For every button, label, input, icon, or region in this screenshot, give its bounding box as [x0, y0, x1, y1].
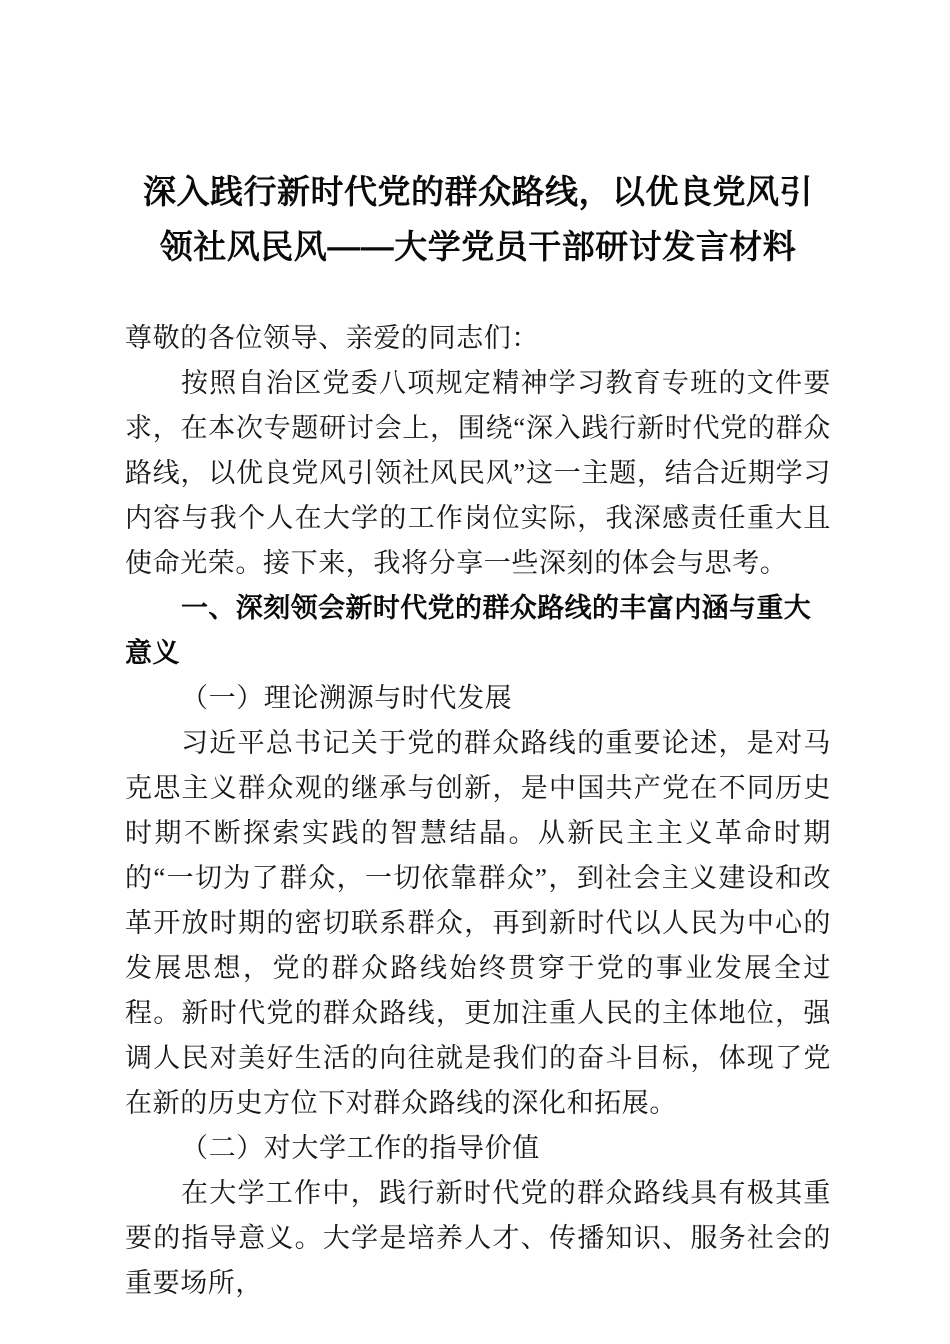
page-title — [125, 0, 831, 274]
page-title-line-1: 深入践行新时代党的群众路线，以优良党风引 — [143, 173, 813, 210]
heading-section-one: 一、深刻领会新时代党的群众路线的丰富内涵与重大意义 — [125, 593, 812, 668]
paragraph-university-guidance: 在大学工作中，践行新时代党的群众路线具有极其重要的指导意义。大学是培养人才、传播知识、服务社会的重要场所， — [125, 1178, 831, 1298]
heading-subsection-one-1: （一）理论溯源与时代发展 — [181, 683, 513, 713]
opening-paragraph: 按照自治区党委八项规定精神学习教育专班的文件要求，在本次专题研讨会上，围绕“深入践行新时代党的群众路线，以优良党风引领社风民风”这一主题，结合近期学习内容与我个人在大学的工作岗位实际，我深感责任重大且使命光荣。接下来，我将分享一些深刻的体会与思考。 — [125, 368, 831, 578]
document-body — [125, 0, 831, 1306]
paragraph-theory-origin: 习近平总书记关于党的群众路线的重要论述，是对马克思主义群众观的继承与创新，是中国共产党在不同历史时期不断探索实践的智慧结晶。从新民主主义革命时期的“一切为了群众，一切依靠群众”，到社会主义建设和改革开放时期的密切联系群众，再到新时代以人民为中心的发展思想，党的群众路线始终贯穿于党的事业发展全过程。新时代党的群众路线，更加注重人民的主体地位，强调人民对美好生活的向往就是我们的奋斗目标，体现了党在新的历史方位下对群众路线的深化和拓展。 — [125, 728, 831, 1118]
salutation: 尊敬的各位领导、亲爱的同志们： — [125, 323, 539, 353]
heading-subsection-one-2: （二）对大学工作的指导价值 — [181, 1133, 540, 1163]
page-title-line-2: 领社风民风——大学党员干部研讨发言材料 — [159, 228, 797, 265]
